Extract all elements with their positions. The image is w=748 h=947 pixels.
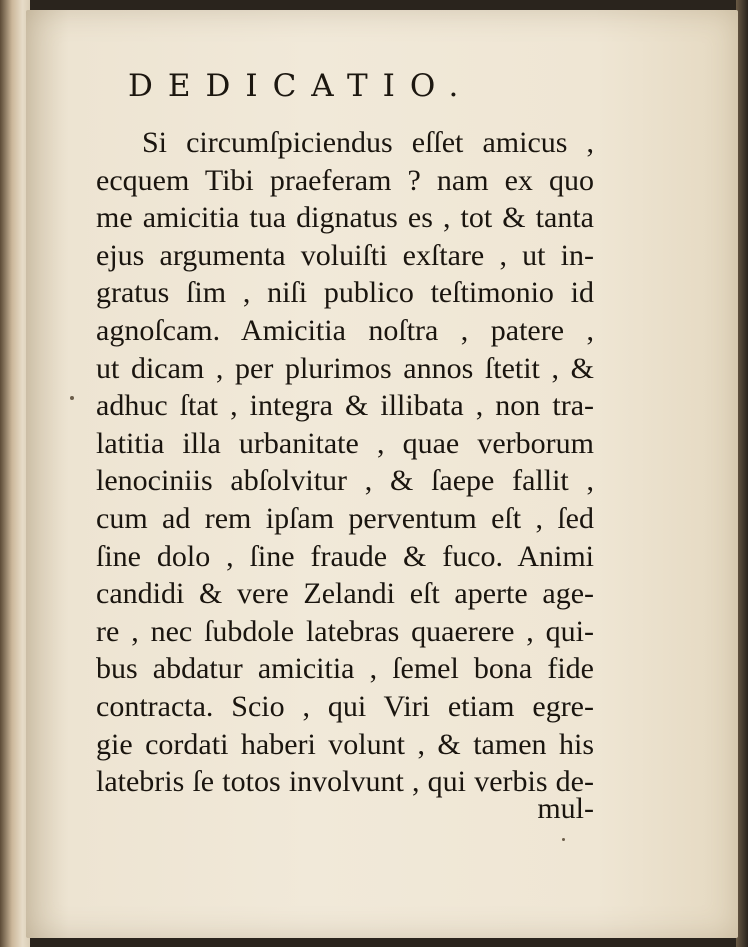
text-line: latitia illa urbanitate , quae verborum <box>96 426 594 460</box>
text-line: candidi & vere Zelandi eſt aperte age- <box>96 577 594 611</box>
dedication-text <box>96 124 594 801</box>
text-line: ut dicam , per plurimos annos ſtetit , & <box>96 351 594 385</box>
text-line: ejus argumenta voluiſti exſtare , ut in- <box>96 238 594 272</box>
text-line: bus abdatur amicitia , ſemel bona fide <box>96 652 594 686</box>
text-line: re , nec ſubdole latebras quaerere , qui- <box>96 614 594 648</box>
text-line: agnoſcam. Amicitia noſtra , patere , <box>96 313 594 347</box>
text-line: ſine dolo , ſine fraude & fuco. Animi <box>96 539 594 573</box>
margin-speck <box>70 396 74 400</box>
text-line: me amicitia tua dignatus es , tot & tanta <box>96 201 594 235</box>
text-line: adhuc ſtat , integra & illibata , non tra- <box>96 389 594 423</box>
text-line: gratus ſim , niſi publico teſtimonio id <box>96 276 594 310</box>
text-line: Si circumſpiciendus eſſet amicus , <box>142 126 594 159</box>
text-line: latebris ſe totos involvunt , qui verbis de- <box>96 765 594 799</box>
catchword: mul- <box>537 792 594 825</box>
text-line: ecquem Tibi praeferam ? nam ex quo <box>96 163 594 197</box>
margin-speck <box>562 838 565 841</box>
text-line: cum ad rem ipſam perventum eſt , ſed <box>96 501 594 535</box>
text-line: gie cordati haberi volunt , & tamen his <box>96 727 594 761</box>
text-line: lenociniis abſolvitur , & ſaepe fallit , <box>96 464 594 498</box>
text-line: contracta. Scio , qui Viri etiam egre- <box>96 689 594 723</box>
page-heading: DEDICATIO. <box>128 68 474 104</box>
